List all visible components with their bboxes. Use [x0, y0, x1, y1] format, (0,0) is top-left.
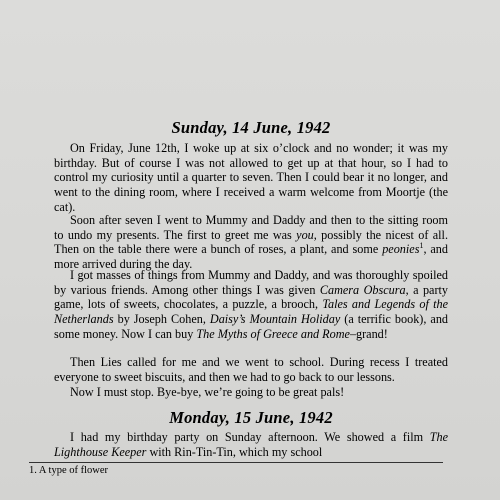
entry-heading-2: Monday, 15 June, 1942	[169, 408, 333, 427]
footnote-marker[interactable]: 1	[419, 241, 424, 251]
paragraph-2	[54, 213, 448, 272]
paragraph-1	[54, 141, 448, 215]
paragraph-5-text: Now I must stop. Bye-bye, we’re going to be great pals!	[70, 385, 345, 399]
footnote-divider	[29, 462, 443, 463]
paragraph-3-text-a: I got masses of things from Mummy and Daddy, and was thoroughly spoiled by various friends. Among other things I was given	[54, 268, 448, 297]
entry-heading-1: Sunday, 14 June, 1942	[171, 118, 331, 137]
paragraph-2-text-a: Soon after seven I went to Mummy and Daddy and then to the sitting room to undo my presents. The first to greet me was	[54, 213, 448, 242]
paragraph-3-camera-obscura: Camera Obscura	[319, 282, 406, 297]
paragraph-2-text-b: , possibly the nicest of all. Then on the table there were a bunch of roses, a plant, and some	[54, 227, 448, 257]
paragraph-5	[54, 385, 448, 400]
paragraph-2-you: you	[296, 227, 314, 242]
paragraph-2-peonies: peonies	[382, 242, 420, 257]
paragraph-3-daisys-holiday: Daisy’s Mountain Holiday	[209, 312, 341, 327]
paragraph-3-myths: The Myths of Greece and Rome	[196, 326, 350, 341]
paragraph-4-text: Then Lies called for me and we went to school. During recess I treated everyone to sweet biscuits, and then we had to go back to our lessons.	[54, 355, 448, 384]
paragraph-3-text-d: (a terrific book), and some money. Now I can buy	[54, 312, 449, 341]
paragraph-6-lighthouse-keeper: The Lighthouse Keeper	[54, 430, 448, 459]
paragraph-3-text-e: –grand!	[349, 326, 388, 341]
paragraph-3	[54, 268, 448, 342]
paragraph-3-text-b: , a party game, lots of sweets, chocolates, a puzzle, a brooch,	[54, 282, 449, 312]
paragraph-2-text-c: , and more arrived during the day.	[54, 242, 448, 272]
footnote: 1. A type of flower	[29, 465, 109, 476]
paragraph-6-text-b: with Rin-Tin-Tin, which my school	[146, 444, 323, 459]
paragraph-6-text-a: I had my birthday party on Sunday afternoon. We showed a film	[70, 430, 430, 444]
paragraph-6	[54, 430, 448, 459]
paragraph-1-text: On Friday, June 12th, I woke up at six o’clock and no wonder; it was my birthday. But of course I was not allowed to get up at that hour, so I had to control my curiosity until a quarter to seven. Then I could bear it no longer, and went to the dining room, where I received a warm welcome from Moortje (the cat).	[54, 141, 448, 214]
paragraph-3-tales-legends: Tales and Legends of the Netherlands	[54, 297, 448, 327]
paragraph-3-text-c: by Joseph Cohen,	[113, 312, 210, 327]
paragraph-4	[54, 355, 448, 384]
